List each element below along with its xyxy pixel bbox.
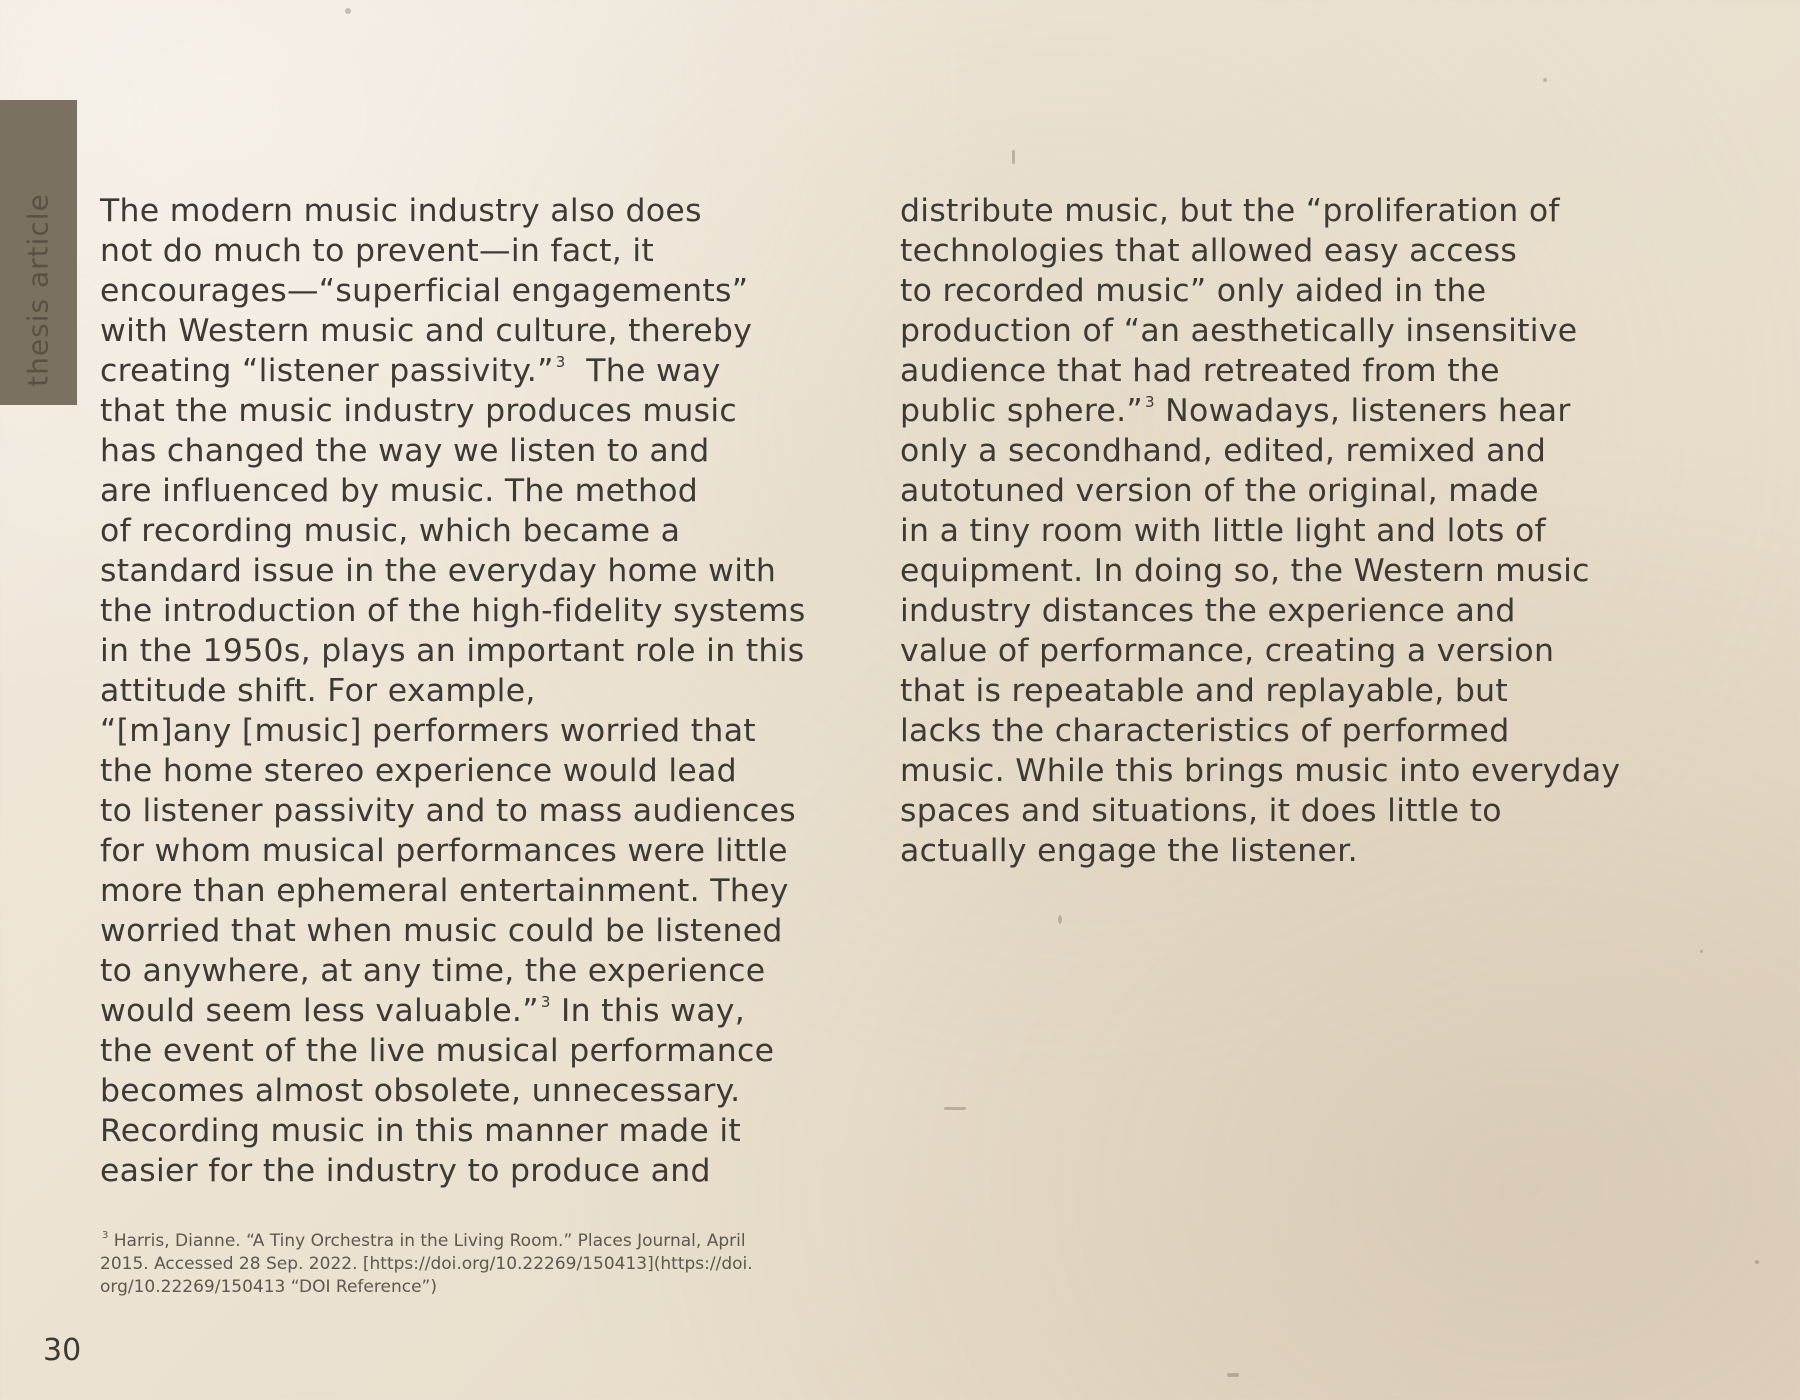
body-text: would seem less valuable.” [100, 993, 539, 1029]
body-text-line [900, 671, 1620, 711]
paper-speck [1755, 1260, 1759, 1264]
footnote-marker: 3 [102, 1230, 109, 1241]
body-text-line [100, 951, 806, 991]
body-text-line [100, 311, 806, 351]
paper-speck [1543, 78, 1547, 82]
body-text-line [100, 1071, 806, 1111]
body-text: equipment. In doing so, the Western music [900, 553, 1590, 589]
page-number: 30 [43, 1333, 82, 1368]
body-text-line [900, 471, 1620, 511]
body-text: attitude shift. For example, [100, 673, 536, 709]
body-text: actually engage the listener. [900, 833, 1358, 869]
section-side-tab-label: thesis article [21, 193, 55, 387]
body-text: lacks the characteristics of performed [900, 713, 1510, 749]
body-text: distribute music, but the “proliferation of [900, 193, 1560, 229]
body-text-line [900, 311, 1620, 351]
body-text-line [900, 351, 1620, 391]
body-text-line [100, 1111, 806, 1151]
footnote-line-1 [100, 1230, 753, 1253]
body-text-line [100, 391, 806, 431]
body-text-line [100, 911, 806, 951]
body-text: are influenced by music. The method [100, 473, 699, 509]
body-text-line [100, 511, 806, 551]
body-text-line [100, 231, 806, 271]
body-text-line [100, 351, 806, 391]
body-text: for whom musical performances were little [100, 833, 788, 869]
body-text-line [100, 1151, 806, 1191]
body-text-line [900, 631, 1620, 671]
body-text: not do much to prevent—in fact, it [100, 233, 655, 269]
paper-speck [1227, 1373, 1239, 1377]
body-text: to recorded music” only aided in the [900, 273, 1487, 309]
body-text-line [900, 391, 1620, 431]
body-text-line [900, 751, 1620, 791]
paper-speck [1012, 150, 1015, 164]
body-text-line [100, 991, 806, 1031]
body-text: only a secondhand, edited, remixed and [900, 433, 1547, 469]
body-text: The modern music industry also does [100, 193, 702, 229]
body-column-left [100, 191, 806, 1191]
footnote-line-2: 2015. Accessed 28 Sep. 2022. [https://doi.org/10.22269/150413](https://doi. [100, 1254, 753, 1274]
paper-speck [1058, 915, 1062, 924]
body-text: standard issue in the everyday home with [100, 553, 777, 589]
body-text-line [100, 631, 806, 671]
body-text: easier for the industry to produce and [100, 1153, 711, 1189]
body-text: spaces and situations, it does little to [900, 793, 1502, 829]
body-text-line [100, 751, 806, 791]
body-text: to anywhere, at any time, the experience [100, 953, 766, 989]
body-text: with Western music and culture, thereby [100, 313, 753, 349]
body-text: the home stereo experience would lead [100, 753, 737, 789]
body-text-line [100, 191, 806, 231]
paper-speck [345, 8, 351, 14]
body-text: to listener passivity and to mass audiences [100, 793, 796, 829]
body-text-line [100, 471, 806, 511]
body-text: Recording music in this manner made it [100, 1113, 742, 1149]
body-text-line [100, 551, 806, 591]
body-text-line [100, 831, 806, 871]
footnote-reference: 3 [1145, 393, 1155, 411]
paper-speck [1700, 950, 1703, 953]
body-text: autotuned version of the original, made [900, 473, 1539, 509]
body-text: that the music industry produces music [100, 393, 738, 429]
body-text: value of performance, creating a version [900, 633, 1555, 669]
body-text-line [900, 431, 1620, 471]
body-text-line [900, 551, 1620, 591]
body-text-line [900, 231, 1620, 271]
body-text: audience that had retreated from the [900, 353, 1500, 389]
body-text: the introduction of the high-fidelity systems [100, 593, 806, 629]
body-text-line [100, 591, 806, 631]
body-text-line [900, 271, 1620, 311]
body-column-right [900, 191, 1620, 871]
body-text: worried that when music could be listened [100, 913, 783, 949]
body-text-line [100, 431, 806, 471]
body-text-line [100, 791, 806, 831]
body-text: of recording music, which became a [100, 513, 681, 549]
body-text: technologies that allowed easy access [900, 233, 1518, 269]
body-text: in the 1950s, plays an important role in this [100, 633, 805, 669]
footnote [100, 1230, 753, 1299]
body-text: industry distances the experience and [900, 593, 1516, 629]
body-text: Nowadays, listeners hear [1154, 393, 1571, 429]
body-text: more than ephemeral entertainment. They [100, 873, 789, 909]
body-text-line [100, 271, 806, 311]
body-text: becomes almost obsolete, unnecessary. [100, 1073, 741, 1109]
body-text: In this way, [550, 993, 746, 1029]
body-text: production of “an aesthetically insensitive [900, 313, 1578, 349]
body-text-line [900, 791, 1620, 831]
body-text: “[m]any [music] performers worried that [100, 713, 756, 749]
body-text-line [100, 1031, 806, 1071]
body-text-line [900, 831, 1620, 871]
footnote-reference: 3 [540, 993, 551, 1011]
body-text-line [900, 511, 1620, 551]
body-text: in a tiny room with little light and lots of [900, 513, 1546, 549]
body-text: the event of the live musical performance [100, 1033, 775, 1069]
body-text: creating “listener passivity.” [100, 353, 554, 389]
footnote-text: Harris, Dianne. “A Tiny Orchestra in the Living Room.” Places Journal, April [108, 1231, 746, 1251]
body-text: music. While this brings music into everyday [900, 753, 1621, 789]
body-text-line [900, 191, 1620, 231]
body-text-line [100, 711, 806, 751]
body-text: that is repeatable and replayable, but [900, 673, 1509, 709]
body-text: encourages—“superficial engagements” [100, 273, 749, 309]
body-text-line [900, 591, 1620, 631]
body-text-line [100, 671, 806, 711]
body-text: has changed the way we listen to and [100, 433, 710, 469]
footnote-line-3: org/10.22269/150413 “DOI Reference”) [100, 1277, 437, 1297]
footnote-reference: 3 [555, 353, 566, 371]
body-text-line [100, 871, 806, 911]
body-text: public sphere.” [900, 393, 1144, 429]
body-text: The way [565, 353, 721, 389]
paper-speck [944, 1107, 966, 1110]
body-text-line [900, 711, 1620, 751]
